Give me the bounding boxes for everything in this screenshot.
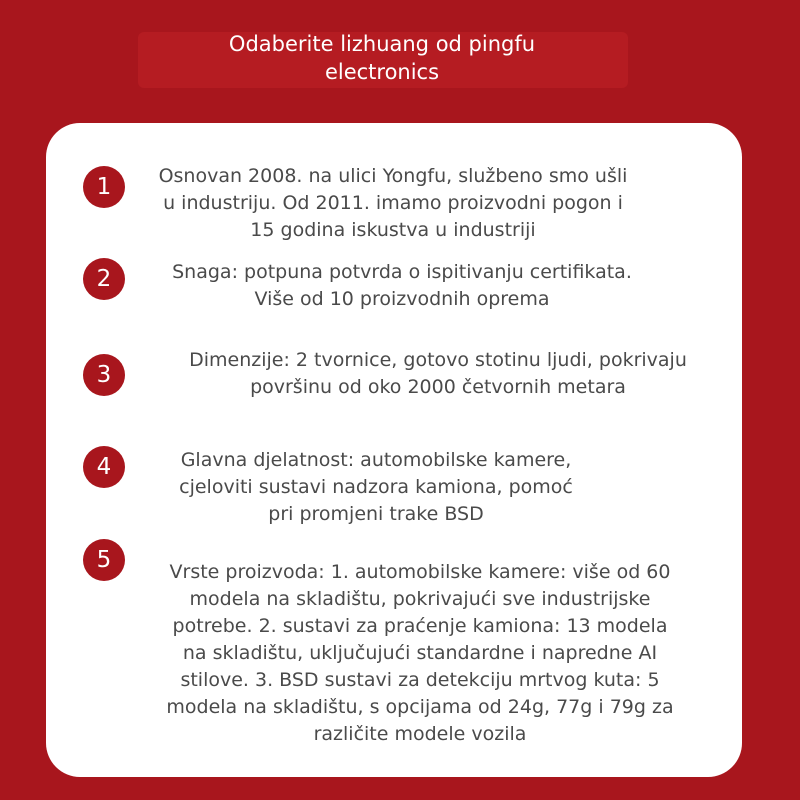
item-5-line: različite modele vozila	[313, 723, 527, 745]
item-3-line: površinu od oko 2000 četvornih metara	[250, 376, 626, 398]
item-4-line: pri promjeni trake BSD	[268, 503, 484, 525]
item-2-line: Više od 10 proizvodnih oprema	[254, 288, 550, 310]
item-1-text	[140, 163, 646, 244]
page-title	[0, 30, 764, 86]
item-2-text	[140, 259, 664, 313]
item-5-line: na skladištu, uključujući standardne i napredne AI	[182, 642, 658, 664]
item-5-line: Vrste proizvoda: 1. automobilske kamere: više od 60	[169, 561, 671, 583]
info-card	[46, 123, 742, 777]
item-5-line: modela na skladištu, s opcijama od 24g, 77g i 79g za	[166, 696, 674, 718]
item-4-line: Glavna djelatnost: automobilske kamere,	[180, 449, 572, 471]
item-2-line: Snaga: potpuna potvrda o ispitivanju certifikata.	[172, 261, 632, 283]
item-3-number-badge: 3	[83, 354, 125, 396]
item-5-number-badge: 5	[83, 539, 125, 581]
item-3-text	[158, 347, 718, 401]
item-1-line: 15 godina iskustva u industriji	[250, 219, 536, 241]
item-4-line: cjeloviti sustavi nadzora kamiona, pomoć	[179, 476, 573, 498]
item-3-line: Dimenzije: 2 tvornice, gotovo stotinu ljudi, pokrivaju	[189, 349, 687, 371]
item-2-number-badge: 2	[83, 258, 125, 300]
item-1-line: Osnovan 2008. na ulici Yongfu, službeno smo ušli	[158, 165, 628, 187]
item-1-line: u industriju. Od 2011. imamo proizvodni pogon i	[163, 192, 623, 214]
item-5-line: potrebe. 2. sustavi za praćenje kamiona: 13 modela	[172, 615, 668, 637]
item-5-line: stilove. 3. BSD sustavi za detekciju mrtvog kuta: 5	[180, 669, 660, 691]
page-title-line: Odaberite lizhuang od pingfu	[228, 32, 536, 56]
item-5-text	[130, 559, 710, 748]
page-title-line: electronics	[324, 60, 440, 84]
item-5-line: modela na skladištu, pokrivajući sve industrijske	[189, 588, 651, 610]
item-1-number-badge: 1	[83, 166, 125, 208]
item-4-number-badge: 4	[83, 446, 125, 488]
item-4-text	[158, 447, 594, 528]
